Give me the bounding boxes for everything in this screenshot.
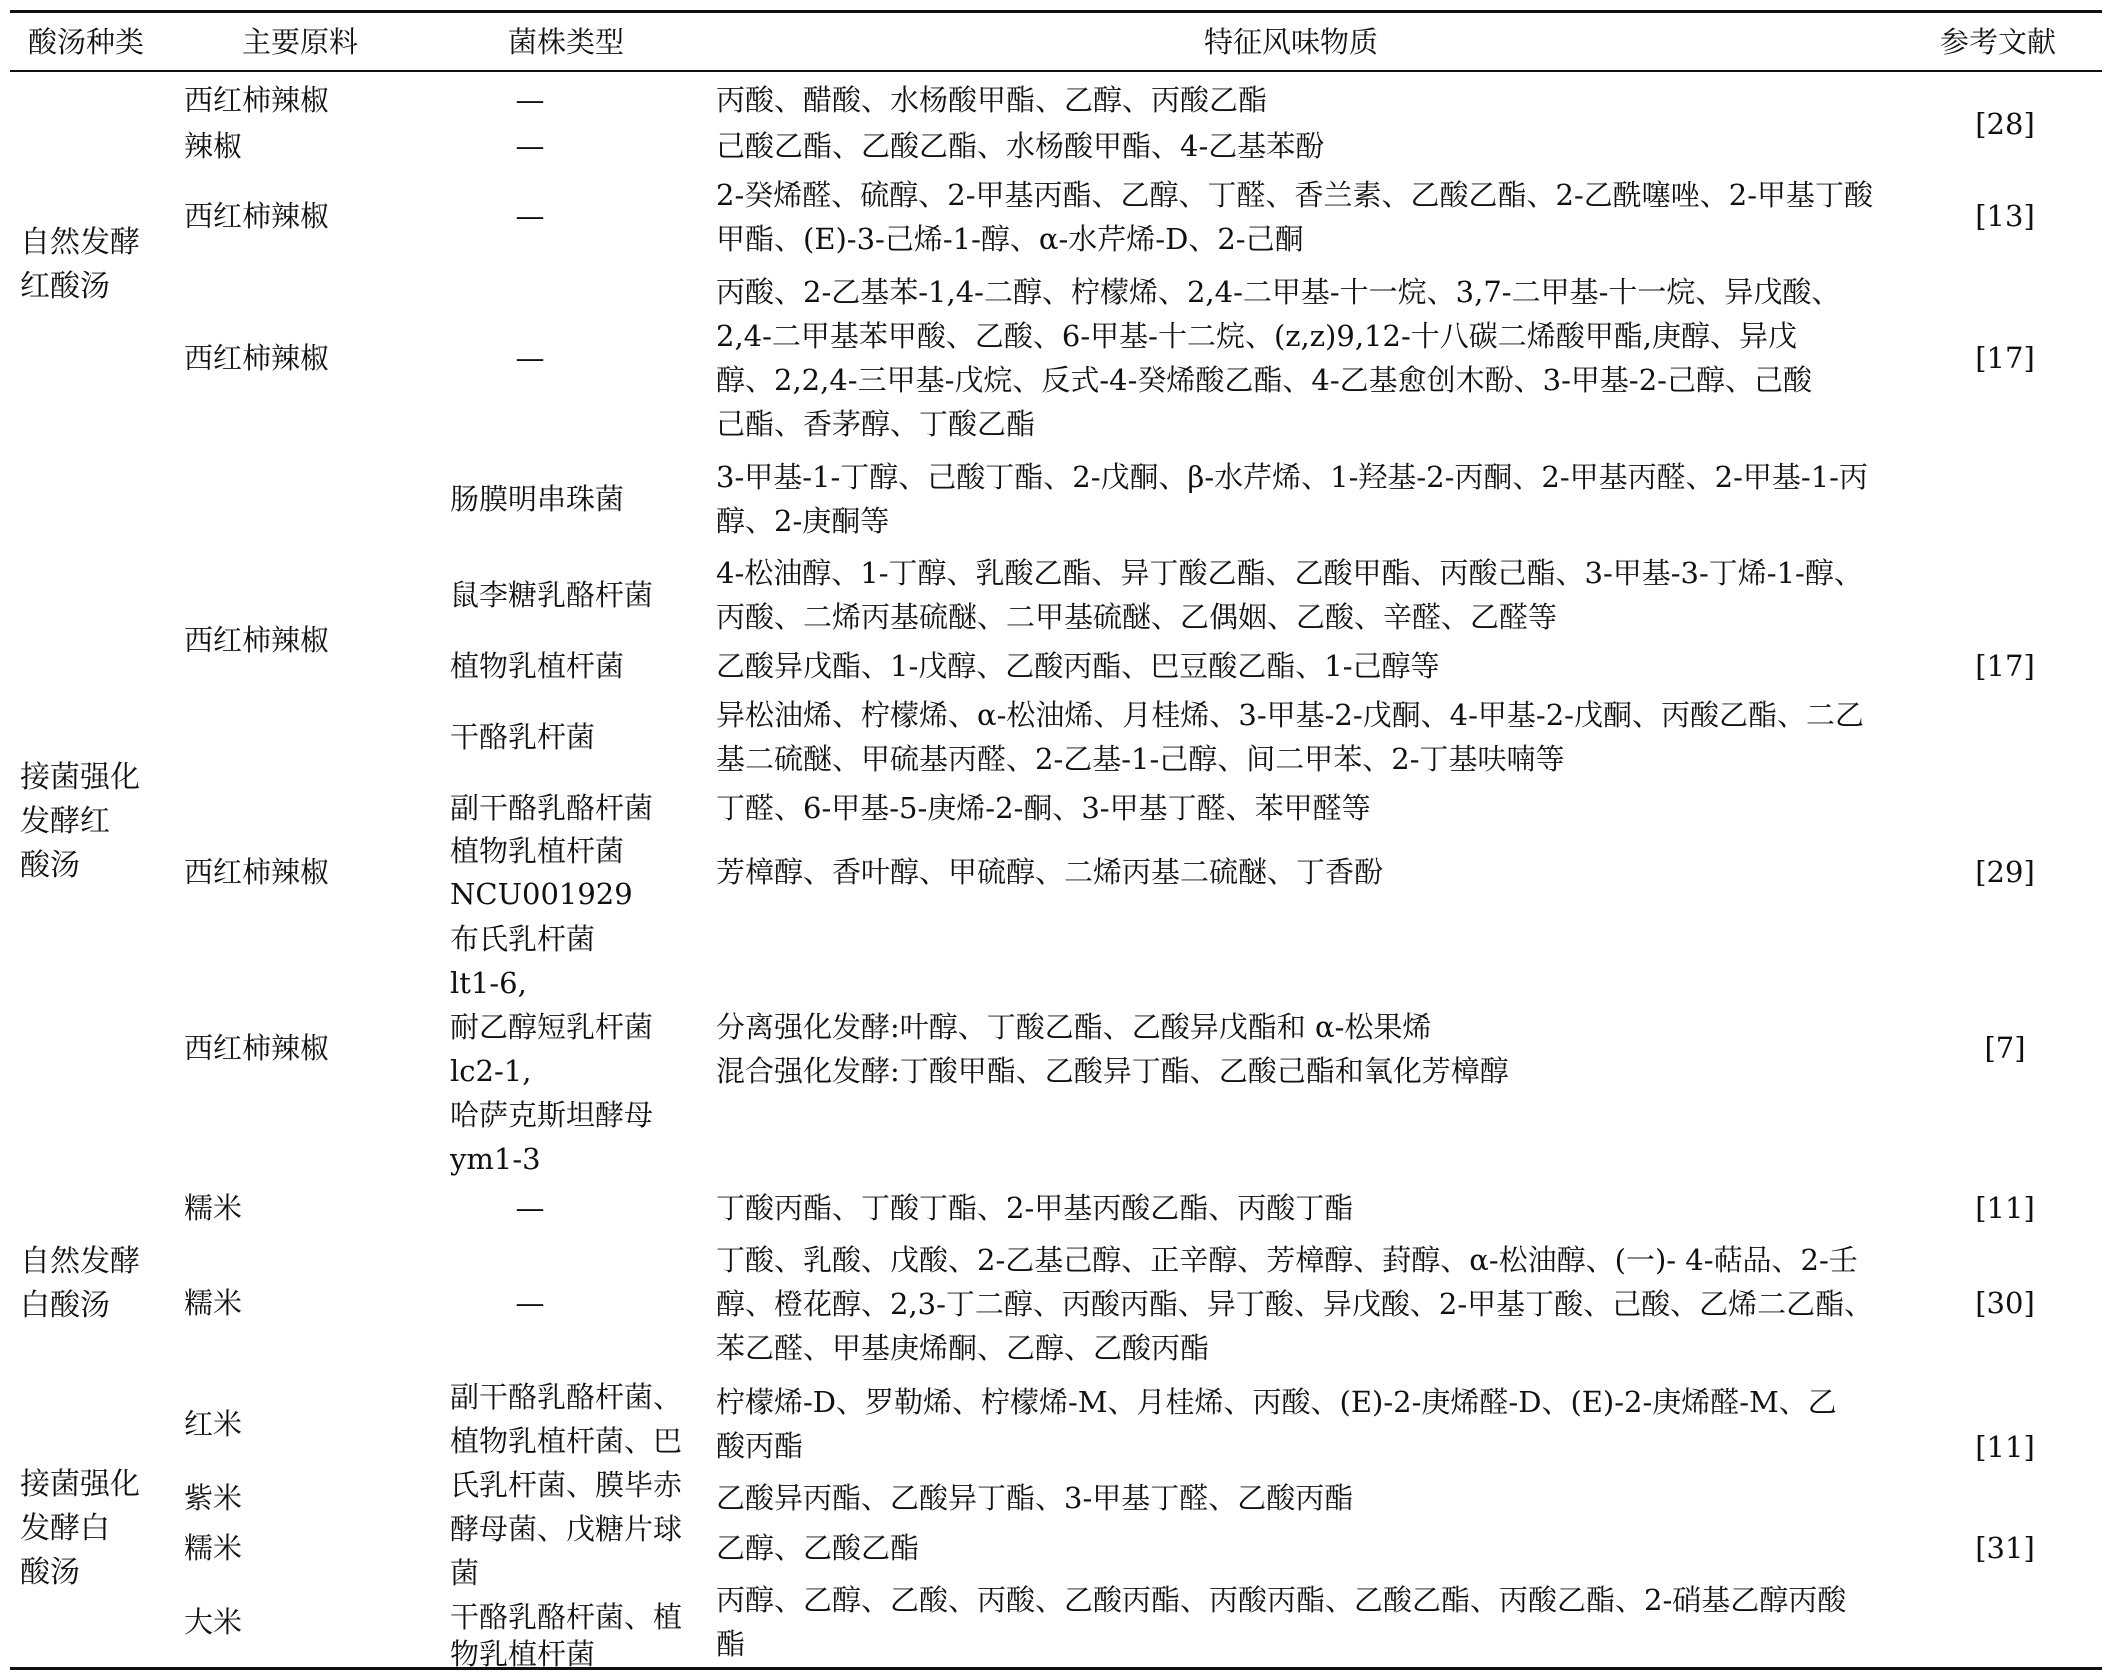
header-material: 主要原料 [242, 25, 359, 59]
flavor-line: 乙酸异丙酯、乙酸异丁酯、3-甲基丁醛、乙酸丙酯 [716, 1481, 1354, 1515]
type-natural-red-2: 红酸汤 [20, 269, 110, 304]
flavor-line: 乙醇、乙酸乙酯 [716, 1531, 920, 1565]
flavor-line: 苯乙醛、甲基庚烯酮、乙醇、乙酸丙酯 [716, 1331, 1210, 1365]
type-inoc-red-1: 接菌强化 [20, 760, 140, 795]
flavor-line: 丙酸、二烯丙基硫醚、二甲基硫醚、乙偶姻、乙酸、辛醛、乙醛等 [716, 600, 1558, 634]
strain-cell: 哈萨克斯坦酵母 [450, 1098, 654, 1132]
material-cell: 红米 [184, 1407, 243, 1441]
flavor-line: 3-甲基-1-丁醇、己酸丁酯、2-戊酮、β-水芹烯、1-羟基-2-丙酮、2-甲基丙醛、2-甲基-1-丙 [716, 460, 1868, 494]
material-cell: 西红柿辣椒 [184, 341, 330, 375]
flavor-line: 醇、2-庚酮等 [716, 504, 890, 538]
strain-cell: 酵母菌、戊糖片球 [450, 1512, 683, 1546]
strain-cell: 植物乳植杆菌 [450, 834, 625, 868]
type-inoc-white-3: 酸汤 [20, 1555, 80, 1590]
flavor-line: 酯 [716, 1627, 746, 1661]
material-cell: 西红柿辣椒 [184, 623, 330, 657]
strain-cell: 氏乳杆菌、膜毕赤 [450, 1468, 683, 1502]
strain-cell: 干酪乳杆菌 [450, 720, 596, 754]
strain-dash: — [515, 1286, 545, 1320]
header-reference: 参考文献 [1940, 25, 2057, 59]
strain-cell: 植物乳植杆菌 [450, 649, 625, 683]
reference-cell: [31] [1975, 1531, 2035, 1565]
table-bottom-rule [10, 1667, 2102, 1670]
flavor-line: 丙酸、醋酸、水杨酸甲酯、乙醇、丙酸乙酯 [716, 83, 1268, 117]
strain-dash: — [515, 341, 545, 375]
reference-cell: [17] [1975, 341, 2035, 375]
strain-cell: ym1-3 [450, 1142, 541, 1176]
flavor-line: 丁醛、6-甲基-5-庚烯-2-酮、3-甲基丁醛、苯甲醛等 [716, 791, 1371, 825]
reference-cell: [13] [1975, 199, 2035, 233]
flavor-line: 芳樟醇、香叶醇、甲硫醇、二烯丙基二硫醚、丁香酚 [716, 855, 1384, 889]
material-cell: 西红柿辣椒 [184, 199, 330, 233]
strain-cell: 干酪乳酪杆菌、植 [450, 1600, 683, 1634]
reference-cell: [7] [1984, 1031, 2026, 1065]
strain-cell: 副干酪乳酪杆菌 [450, 791, 654, 825]
flavor-line: 2,4-二甲基苯甲酸、乙酸、6-甲基-十二烷、(z,z)9,12-十八碳二烯酸甲酯,庚醇、异戊 [716, 319, 1797, 353]
reference-cell: [28] [1975, 107, 2035, 141]
flavor-line: 丁酸丙酯、丁酸丁酯、2-甲基丙酸乙酯、丙酸丁酯 [716, 1191, 1354, 1225]
type-natural-white-2: 白酸汤 [20, 1288, 110, 1323]
strain-cell: lc2-1, [450, 1054, 532, 1088]
type-inoc-white-2: 发酵白 [20, 1511, 110, 1546]
flavor-line: 醇、橙花醇、2,3-丁二醇、丙酸丙酯、异丁酸、异戊酸、2-甲基丁酸、己酸、乙烯二乙酯、 [716, 1287, 1874, 1321]
flavor-line: 柠檬烯-D、罗勒烯、柠檬烯-M、月桂烯、丙酸、(E)-2-庚烯醛-D、(E)-2-庚烯醛-M、乙 [716, 1385, 1837, 1419]
material-cell: 糯米 [184, 1191, 243, 1225]
strain-cell: NCU001929 [450, 877, 633, 911]
material-cell: 糯米 [184, 1286, 243, 1320]
strain-cell: 肠膜明串珠菌 [450, 482, 625, 516]
strain-cell: 植物乳植杆菌、巴 [450, 1424, 683, 1458]
reference-cell: [30] [1975, 1286, 2035, 1320]
reference-cell: [29] [1975, 855, 2035, 889]
table-top-rule [10, 10, 2102, 13]
material-cell: 辣椒 [184, 129, 243, 163]
strain-cell: lt1-6, [450, 966, 527, 1000]
strain-dash: — [515, 199, 545, 233]
type-inoc-red-3: 酸汤 [20, 848, 80, 883]
flavor-line: 丙酸、2-乙基苯-1,4-二醇、柠檬烯、2,4-二甲基-十一烷、3,7-二甲基-十一烷、异戊酸、 [716, 275, 1841, 309]
flavor-line: 丙醇、乙醇、乙酸、丙酸、乙酸丙酯、丙酸丙酯、乙酸乙酯、丙酸乙酯、2-硝基乙醇丙酸 [716, 1583, 1847, 1617]
material-cell: 西红柿辣椒 [184, 1031, 330, 1065]
flavor-line: 混合强化发酵:丁酸甲酯、乙酸异丁酯、乙酸己酯和氧化芳樟醇 [716, 1054, 1509, 1088]
type-inoc-white-1: 接菌强化 [20, 1467, 140, 1502]
strain-dash: — [515, 129, 545, 163]
flavor-line: 异松油烯、柠檬烯、α-松油烯、月桂烯、3-甲基-2-戊酮、4-甲基-2-戊酮、丙酸乙酯、二乙 [716, 698, 1864, 732]
reference-cell: [17] [1975, 649, 2035, 683]
flavor-line: 丁酸、乳酸、戊酸、2-乙基己醇、正辛醇、芳樟醇、葑醇、α-松油醇、(一)- 4-萜品、2-壬 [716, 1243, 1858, 1277]
material-cell: 大米 [184, 1605, 243, 1639]
material-cell: 西红柿辣椒 [184, 855, 330, 889]
material-cell: 西红柿辣椒 [184, 83, 330, 117]
header-flavor: 特征风味物质 [1204, 25, 1379, 59]
flavor-line: 2-癸烯醛、硫醇、2-甲基丙酯、乙醇、丁醛、香兰素、乙酸乙酯、2-乙酰噻唑、2-甲基丁酸 [716, 178, 1873, 212]
flavor-line: 醇、2,2,4-三甲基-戊烷、反式-4-癸烯酸乙酯、4-乙基愈创木酚、3-甲基-2-己醇、己酸 [716, 363, 1812, 397]
reference-cell: [11] [1975, 1430, 2035, 1464]
material-cell: 紫米 [184, 1481, 243, 1515]
strain-cell: 副干酪乳酪杆菌、 [450, 1380, 683, 1414]
flavor-line: 甲酯、(E)-3-己烯-1-醇、α-水芹烯-D、2-己酮 [716, 222, 1304, 256]
strain-cell: 鼠李糖乳酪杆菌 [450, 578, 654, 612]
flavor-line: 分离强化发酵:叶醇、丁酸乙酯、乙酸异戊酯和 α-松果烯 [716, 1010, 1432, 1044]
type-inoc-red-2: 发酵红 [20, 804, 110, 839]
header-type: 酸汤种类 [28, 25, 145, 59]
table-header-rule [10, 70, 2102, 72]
strain-dash: — [515, 1191, 545, 1225]
flavor-line: 基二硫醚、甲硫基丙醛、2-乙基-1-己醇、间二甲苯、2-丁基呋喃等 [716, 742, 1565, 776]
strain-cell: 布氏乳杆菌 [450, 922, 596, 956]
type-natural-white-1: 自然发酵 [20, 1244, 140, 1279]
flavor-line: 己酯、香茅醇、丁酸乙酯 [716, 407, 1036, 441]
strain-dash: — [515, 83, 545, 117]
flavor-line: 4-松油醇、1-丁醇、乳酸乙酯、异丁酸乙酯、乙酸甲酯、丙酸己酯、3-甲基-3-丁烯-1-醇、 [716, 556, 1863, 590]
flavor-line: 酸丙酯 [716, 1429, 804, 1463]
header-strain: 菌株类型 [508, 25, 625, 59]
flavor-line: 乙酸异戊酯、1-戊醇、乙酸丙酯、巴豆酸乙酯、1-己醇等 [716, 649, 1440, 683]
reference-cell: [11] [1975, 1191, 2035, 1225]
flavor-line: 己酸乙酯、乙酸乙酯、水杨酸甲酯、4-乙基苯酚 [716, 129, 1325, 163]
material-cell: 糯米 [184, 1531, 243, 1565]
strain-cell: 物乳植杆菌 [450, 1637, 596, 1671]
strain-cell: 菌 [450, 1556, 480, 1590]
type-natural-red-1: 自然发酵 [20, 225, 140, 260]
strain-cell: 耐乙醇短乳杆菌 [450, 1010, 654, 1044]
